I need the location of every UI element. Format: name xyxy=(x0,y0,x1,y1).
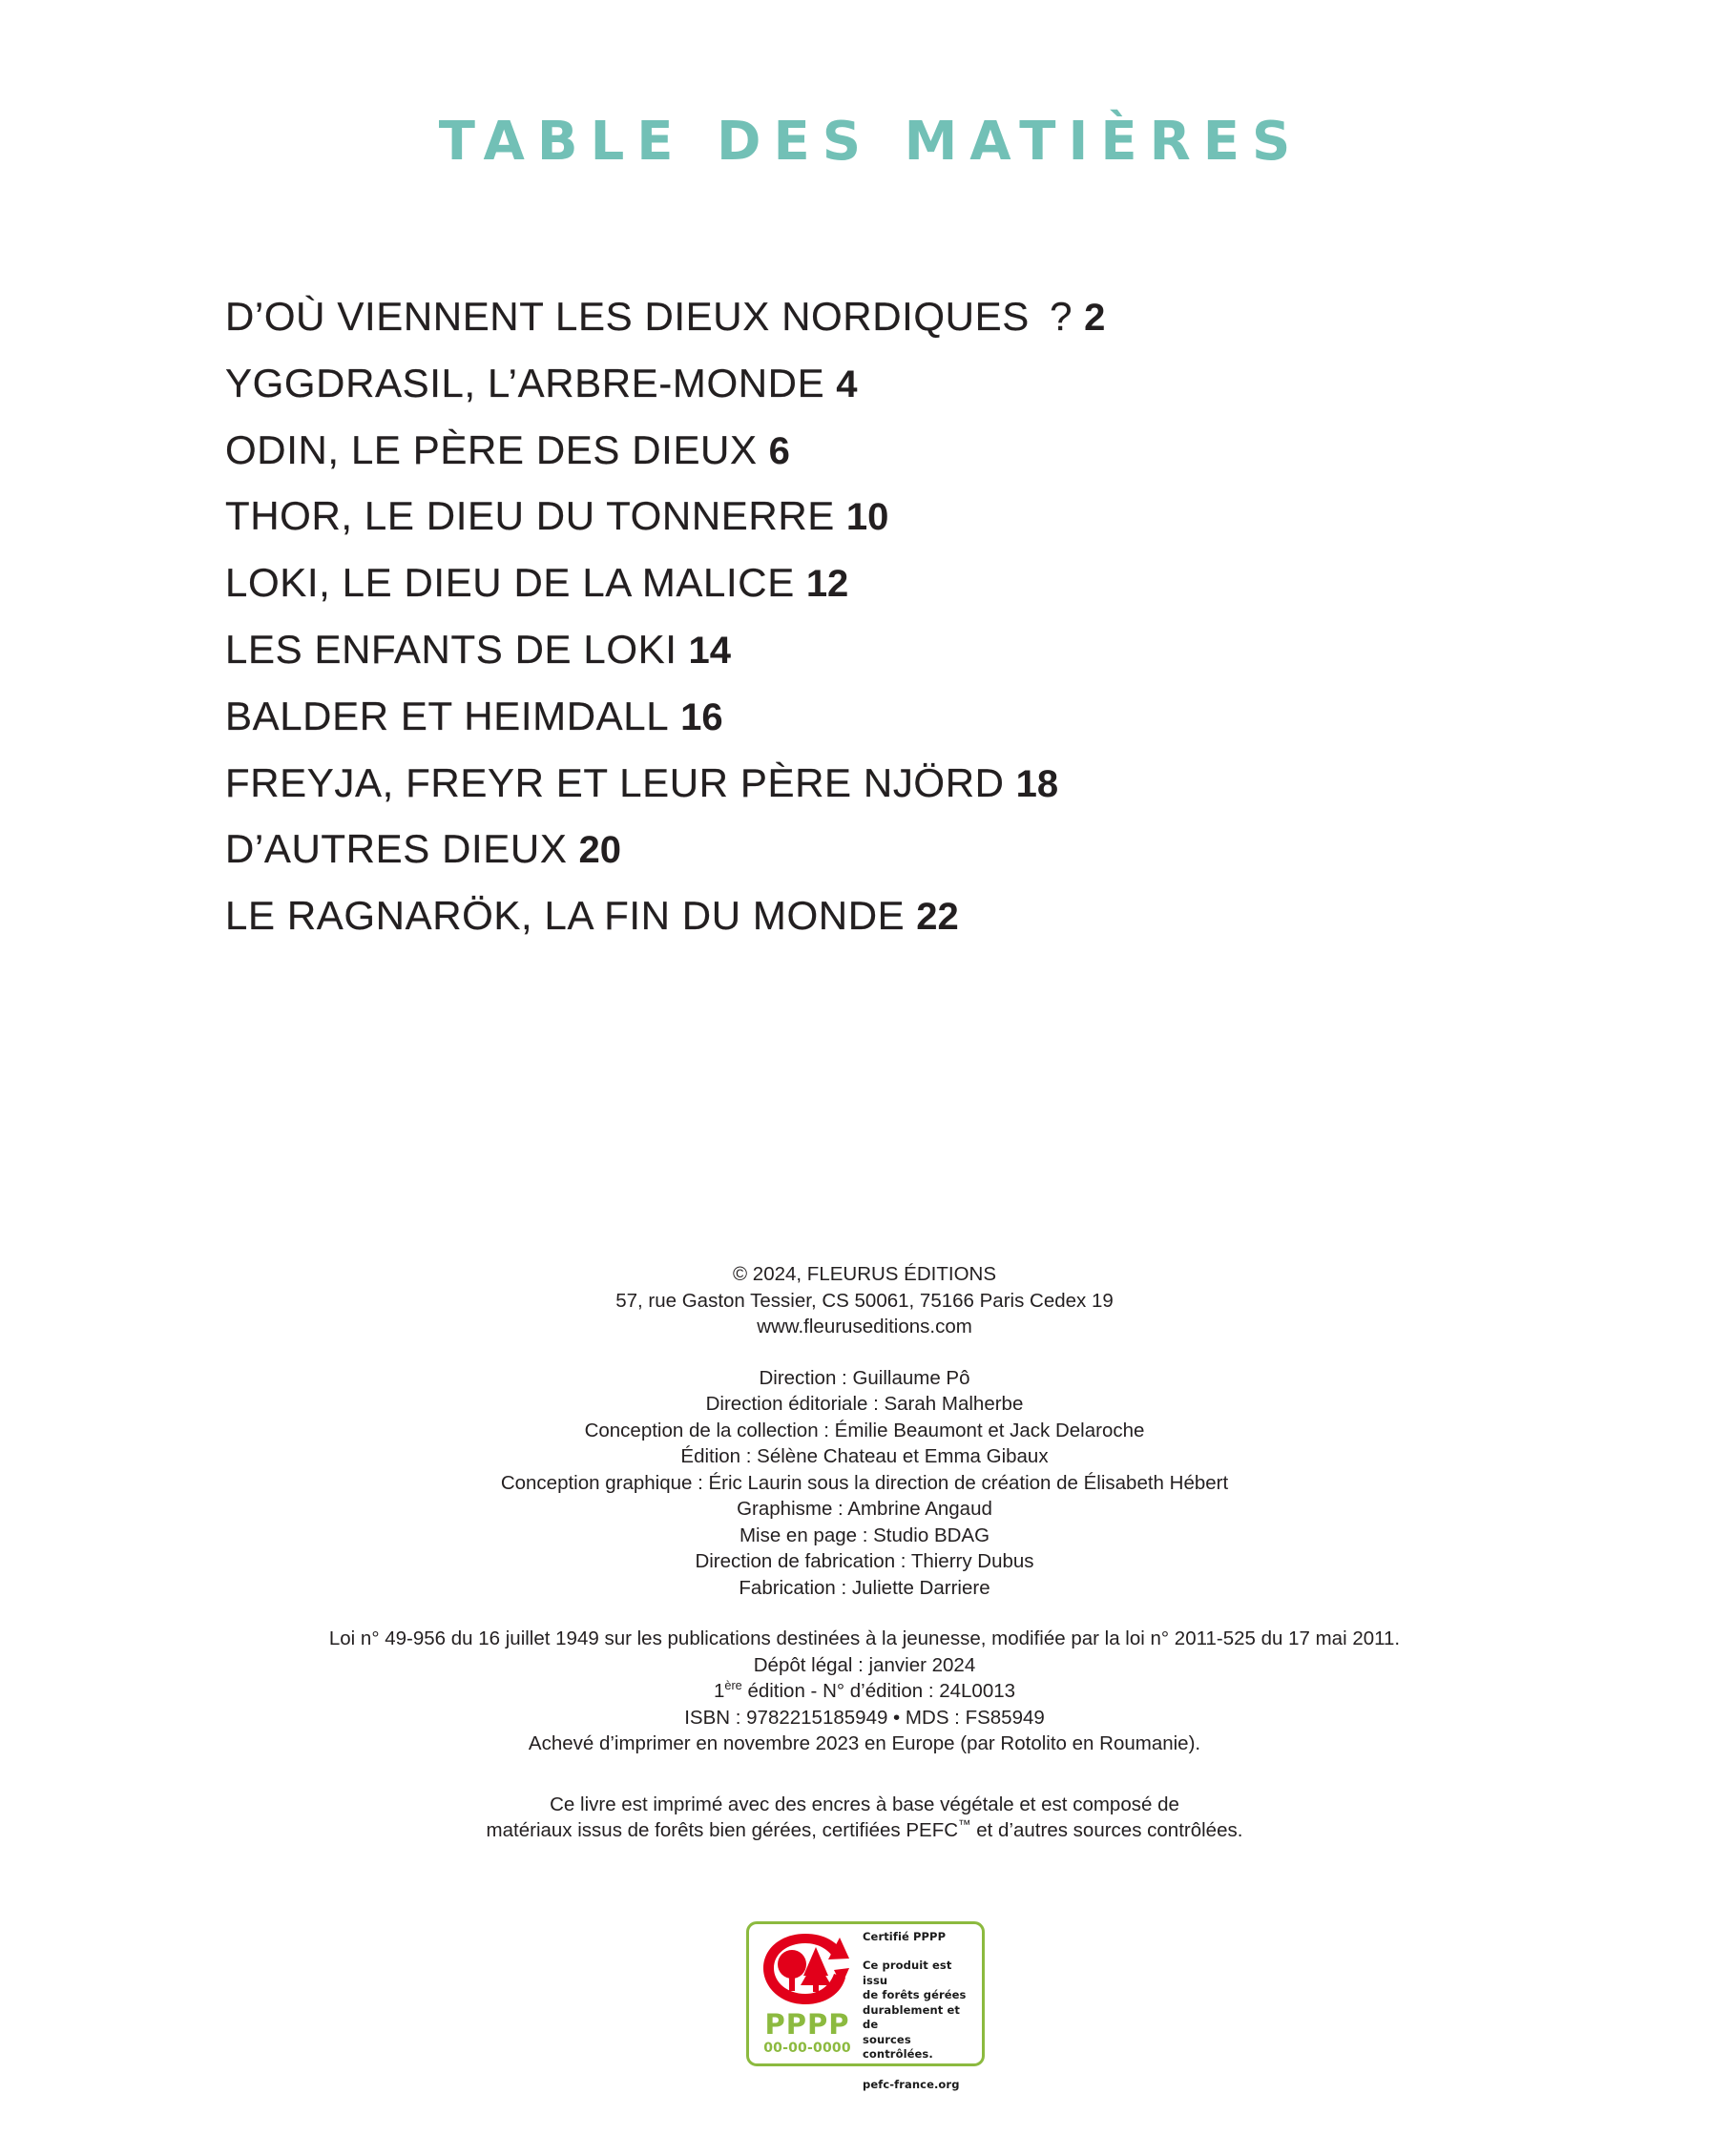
toc-entry-label: LE RAGNARÖK, LA FIN DU MONDE xyxy=(225,893,906,939)
toc-entry-page: 22 xyxy=(916,896,959,939)
pefc-body-text xyxy=(863,1959,977,2063)
copyright-line: © 2024, FLEURUS ÉDITIONS xyxy=(733,1263,996,1285)
toc-entry-label: BALDER ET HEIMDALL xyxy=(225,693,670,738)
toc-entry-page: 18 xyxy=(1015,762,1059,805)
spacer-credits xyxy=(0,1340,1729,1365)
eco-block xyxy=(0,1792,1729,1844)
credit-collection-design: Conception de la collection : Émilie Beaumont et Jack Delaroche xyxy=(584,1419,1145,1441)
credit-graphic-design: Conception graphique : Éric Laurin sous la direction de création de Élisabeth Hébert xyxy=(500,1471,1229,1494)
eco-line-1: Ce livre est imprimé avec des encres à base végétale et est composé de xyxy=(550,1793,1179,1815)
credit-graphics: Graphisme : Ambrine Angaud xyxy=(737,1498,992,1520)
toc-entry-page: 4 xyxy=(836,363,858,405)
pefc-website-url[interactable]: pefc-france.org xyxy=(863,2077,960,2091)
toc-entry-0[interactable] xyxy=(225,294,1580,340)
page-title: TABLE DES MATIÈRES xyxy=(438,111,1303,173)
spacer-legal xyxy=(0,1601,1729,1626)
toc-entry-label: D’OÙ VIENNENT LES DIEUX NORDIQUES ? xyxy=(225,294,1073,339)
spacer-eco xyxy=(0,1757,1729,1792)
toc-entry-4[interactable] xyxy=(225,560,1580,606)
pefc-body-line-1: Ce produit est issu xyxy=(863,1959,952,1987)
toc-entry-label: ODIN, LE PÈRE DES DIEUX xyxy=(225,426,758,472)
toc-entry-1[interactable] xyxy=(225,361,1580,406)
isbn-line: ISBN : 9782215185949 • MDS : FS85949 xyxy=(684,1706,1045,1729)
legal-law-line: Loi n° 49-956 du 16 juillet 1949 sur les publications destinées à la jeunesse, modifiée par la loi n° 2011-525 du 17 mai 2011. xyxy=(328,1627,1401,1649)
credit-production: Fabrication : Juliette Darriere xyxy=(739,1576,990,1599)
toc-entry-label: D’AUTRES DIEUX xyxy=(225,826,568,872)
toc-entry-2[interactable] xyxy=(225,427,1580,473)
toc-entry-page: 10 xyxy=(845,496,889,539)
toc-entry-page: 6 xyxy=(768,429,790,472)
pefc-logo-left-column xyxy=(754,1928,857,2058)
toc-entry-page: 2 xyxy=(1084,297,1106,339)
eco-line-2-before: matériaux issus de forêts bien gérées, certifiées PEFC xyxy=(486,1819,959,1841)
trademark-icon: ™ xyxy=(958,1817,971,1833)
toc-entry-7[interactable] xyxy=(225,760,1580,806)
legal-block xyxy=(0,1626,1729,1757)
publisher-block xyxy=(0,1261,1729,1340)
credits-block xyxy=(0,1365,1729,1602)
toc-entry-page: 14 xyxy=(688,629,732,672)
publisher-website[interactable]: www.fleuruseditions.com xyxy=(757,1316,972,1337)
pefc-body-line-4: sources contrôlées. xyxy=(863,2032,933,2061)
eco-line-2 xyxy=(0,1817,1729,1844)
credit-layout: Mise en page : Studio BDAG xyxy=(739,1524,990,1546)
credit-editorial-direction: Direction éditoriale : Sarah Malherbe xyxy=(705,1393,1024,1415)
pefc-body-line-3: durablement et de xyxy=(863,2002,960,2031)
pefc-brand-letters: PPPP xyxy=(764,2008,850,2041)
eco-line-2-after: et d’autres sources contrôlées. xyxy=(970,1819,1243,1841)
credit-production-direction: Direction de fabrication : Thierry Dubus xyxy=(695,1550,1034,1572)
toc-entry-label: FREYJA, FREYR ET LEUR PÈRE NJÖRD xyxy=(225,759,1005,805)
credit-edition: Édition : Sélène Chateau et Emma Gibaux xyxy=(680,1445,1049,1467)
toc-entry-label: YGGDRASIL, L’ARBRE-MONDE xyxy=(225,360,825,405)
pefc-certificate-code: 00-00-0000 xyxy=(763,2041,851,2056)
legal-deposit-line: Dépôt légal : janvier 2024 xyxy=(753,1653,976,1676)
colophon xyxy=(0,1261,1729,1844)
printing-line: Achevé d’imprimer en novembre 2023 en Europe (par Rotolito en Roumanie). xyxy=(528,1732,1201,1754)
toc-entry-5[interactable] xyxy=(225,627,1580,673)
toc-entry-page: 20 xyxy=(578,829,621,872)
toc-entry-page: 16 xyxy=(680,695,723,738)
table-of-contents xyxy=(225,294,1580,960)
toc-entry-9[interactable] xyxy=(225,893,1580,939)
toc-entry-3[interactable] xyxy=(225,493,1580,539)
edition-ordinal-suffix: ère xyxy=(724,1678,742,1693)
toc-entry-label: THOR, LE DIEU DU TONNERRE xyxy=(225,493,835,539)
edition-number: 1 xyxy=(713,1680,725,1702)
pefc-certification-logo xyxy=(746,1921,985,2091)
credit-direction: Direction : Guillaume Pô xyxy=(759,1366,970,1389)
toc-entry-label: LOKI, LE DIEU DE LA MALICE xyxy=(225,560,795,606)
toc-entry-6[interactable] xyxy=(225,694,1580,739)
pefc-trees-swoosh-icon xyxy=(758,1930,853,2010)
publisher-address: 57, rue Gaston Tessier, CS 50061, 75166 Paris Cedex 19 xyxy=(615,1289,1114,1312)
toc-entry-page: 12 xyxy=(805,563,849,606)
toc-entry-8[interactable] xyxy=(225,826,1580,872)
pefc-logo-right-column xyxy=(863,1931,977,2091)
edition-rest: édition - N° d’édition : 24L0013 xyxy=(741,1680,1016,1702)
toc-entry-label: LES ENFANTS DE LOKI xyxy=(225,626,677,672)
pefc-certified-label: Certifié PPPP xyxy=(863,1930,947,1943)
edition-line xyxy=(0,1678,1729,1705)
pefc-body-line-2: de forêts gérées xyxy=(863,1988,967,2001)
